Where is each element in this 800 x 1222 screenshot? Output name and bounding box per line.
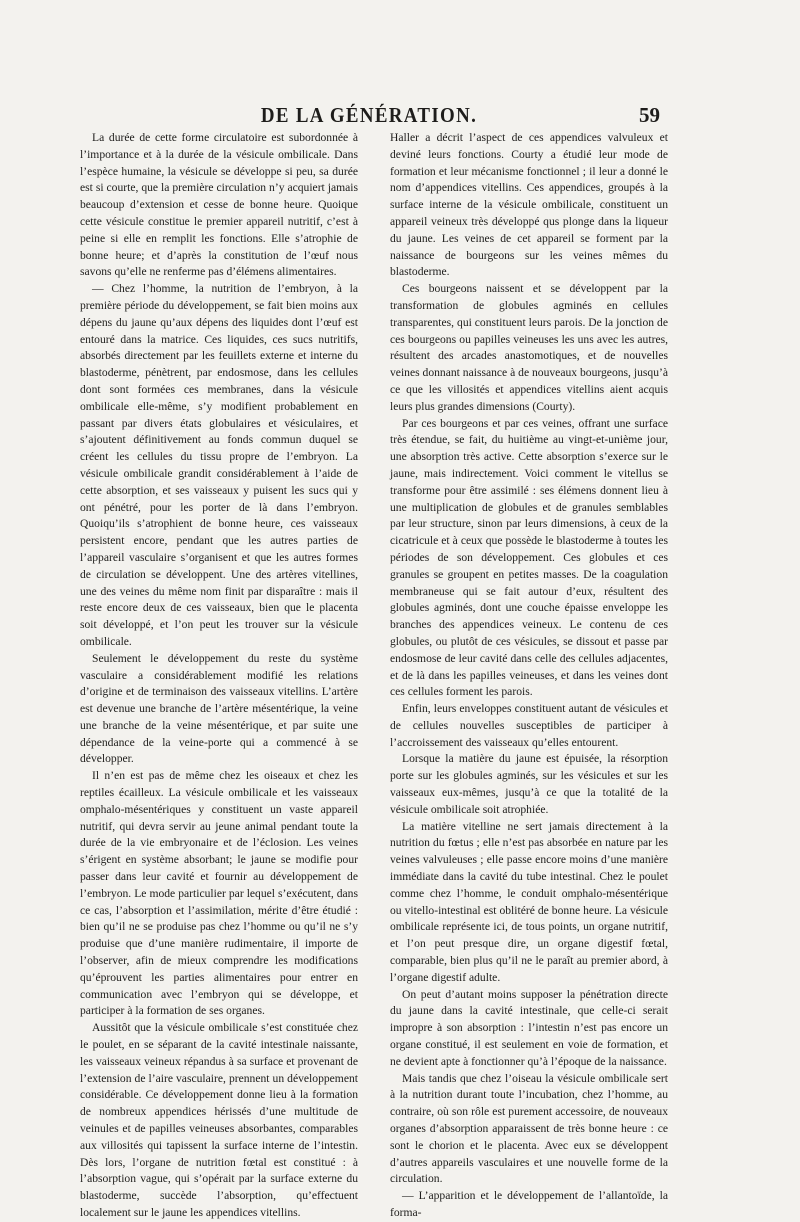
paragraph: La matière vitelline ne sert jamais directement à la nutrition du fœtus ; elle n’est pas absorbée en nature par les veines valvuleuses ; elle passe encore moins d’une manière immédiate dans la cavité du tube intestinal. Chez le poulet comme chez l’homme, le conduit omphalo-mésentérique ou vitello-intestinal est oblitéré de bonne heure. La vésicule ombilicale représente ici, de tous points, un organe nutritif, et l’on peut presque dire, un organe digestif fœtal, comparable, bien plus qu’il ne le paraît au premier abord, à l’organe digestif adulte.	[390, 819, 668, 984]
paragraph: Par ces bourgeons et par ces veines, offrant une surface très étendue, se fait, du huitième au vingt-et-unième jour, une absorption très active. Cette absorption s’exerce sur le jaune, mais indirectement. Voici comment le vitellus se transforme pour être assimilé : ses élémens donnent lieu à une multiplication de globules et de granules semblables par leur structure, sinon par leurs dimensions, à ceux de la cicatricule et à ceux que possède le blastoderme à toutes les périodes de son développement. Ces globules et ces granules se groupent en petites masses. De la coagulation membraneuse qui se fait autour d’eux, résultent des globules agminés, dont une couche épaisse enveloppe les branches des appendices veineux. Le contenu de ces globules, ou plutôt de ces vésicules, se dissout et passe par endosmose de leur cavité dans celle des cellules adjacentes, et de là dans les papilles veineuses, et dans les veines dont ces cellules forment les parois.	[390, 416, 668, 699]
page-number: 59	[639, 103, 660, 127]
paragraph: — Chez l’homme, la nutrition de l’embryon, à la première période du développement, se fait bien moins aux dépens du jaune qu’aux dépens des liquides dont l’œuf est entouré dans la matrice. Ces liquides, ces sucs nutritifs, absorbés directement par les feuillets externe et interne du blastoderme, pénètrent, par endosmose, dans les cellules dont sont formées ces membranes, dans la vésicule ombilicale elle-même, s’y modifient probablement en passant par divers états globulaires et vésiculaires, et s’ajoutent définitivement au fonds commun duquel se créent les cellules du tissu propre de l’embryon. La vésicule ombilicale grandit considérablement à l’aide de cette absorption, et ses vaisseaux y puisent les sucs qui y ont pénétré, pour les porter de là dans l’embryon. Quoiqu’ils s’atrophient de bonne heure, ces vaisseaux persistent encore, pendant que les autres parties de l’appareil vasculaire s’organisent et que les autres formes de circulation se développent. Une des artères vitellines, une des veines du même nom finit par disparaître : mais il reste encore deux de ces vaisseaux, bien que le placenta soit développé, et l’on peut les trouver sur la vésicule ombilicale.	[80, 282, 358, 648]
paragraph: Aussitôt que la vésicule ombilicale s’est constituée chez le poulet, en se séparant de la cavité intestinale naissante, les vaisseaux veineux répandus à sa surface et provenant de l’extension de l’aire vasculaire, prennent un développement considérable. Ce développement donne lieu à la formation de nombreux appendices hérissés d’une multitude de veinules et de papilles veineuses absorbantes, comparables aux villosités qui tapissent la surface interne de l’intestin. Dès lors, l’organe de nutrition fœtal est constitué : à l’absorption vague, qui s’opérait par la surface externe du blastoderme, succède l’absorption, qu’effectuent localement sur le jaune les appendices vitellins.	[80, 1021, 358, 1219]
paragraph: Ces bourgeons naissent et se développent par la transformation de globules agminés en cellules transparentes, qui constituent leurs parois. De la jonction de ces bourgeons ou papilles veineuses les uns avec les autres, résultent des arcades anastomotiques, et de nouvelles veines donnant naissance à de nouveaux bourgeons, jusqu’à ce que les villosités et appendices vitellins aient acquis leurs plus grandes dimensions (Courty).	[390, 282, 668, 413]
paragraph: Enfin, leurs enveloppes constituent autant de vésicules et de cellules nouvelles susceptibles de participer à l’accroissement des vaisseaux qu’elles entourent.	[390, 702, 668, 749]
paragraph: On peut d’autant moins supposer la pénétration directe du jaune dans la cavité intestinale, que celle-ci serait impropre à son absorption : l’intestin n’est pas encore un organe constitué, il est seulement en voie de formation, et ne devient apte à fonctionner qu’à l’époque de la naissance.	[390, 987, 668, 1068]
page-title: DE LA GÉNÉRATION.	[260, 103, 478, 127]
paragraph: La durée de cette forme circulatoire est subordonnée à l’importance et à la durée de la vésicule ombilicale. Dans l’espèce humaine, la vésicule se développe si peu, sa durée est si courte, que la première circulation n’y acquiert jamais beaucoup d’extension et cesse de bonne heure. Quoique cette vésicule constitue le premier appareil nutritif, c’est à peine si elle en remplit les fonctions. Elle s’atrophie de bonne heure; et d’après la constitution de l’œuf nous savons qu’elle ne renferme pas d’élémens alimentaires.	[80, 131, 358, 279]
paragraph: Mais tandis que chez l’oiseau la vésicule ombilicale sert à la nutrition durant toute l’incubation, chez l’homme, au contraire, où son rôle est purement accessoire, de nouveaux organes d’absorption apparaissent de très bonne heure : ce sont le chorion et le placenta. Avec eux se développent d’autres appareils vasculaires et une nouvelle forme de la circulation.	[390, 1071, 668, 1186]
paragraph: Lorsque la matière du jaune est épuisée, la résorption porte sur les globules agminés, sur les vésicules et sur les vaisseaux eux-mêmes, jusqu’à ce que la totalité de la vésicule ombilicale soit atrophiée.	[390, 752, 668, 816]
right-column	[390, 130, 668, 1222]
running-head	[80, 103, 658, 127]
paragraph: Il n’en est pas de même chez les oiseaux et chez les reptiles écailleux. La vésicule ombilicale et les vaisseaux omphalo-mésentériques y constituent un vaste appareil nutritif, qui devra servir au jeune animal pendant toute la durée de la vie embryonaire et de l’éclosion. Les veines s’érigent en système absorbant; le jaune se modifie pour passer dans leur cavité et fournir au développement de l’embryon. Le mode particulier par lequel s’exécutent, dans ce cas, l’absorption et l’assimilation, mérite d’être étudié : bien qu’il ne se produise pas chez l’homme ou qu’il ne s’y produise que d’une manière rudimentaire, il importe de l’observer, afin de mieux comprendre les modifications qu’éprouvent les parties alimentaires pour entrer en communication avec l’embryon qui se développe, et participer à la formation de ses organes.	[80, 769, 358, 1018]
paragraph: Seulement le développement du reste du système vasculaire a considérablement modifié les relations d’origine et de terminaison des vaisseaux vitellins. L’artère est devenue une branche de l’artère mésentérique, la veine une branche de la veine mésentérique, et par suite une dépendance de la veine-porte qui a commencé à se développer.	[80, 651, 358, 766]
paragraph: — L’apparition et le développement de l’allantoïde, la forma-	[390, 1189, 668, 1219]
left-column	[80, 130, 358, 1222]
paragraph: Haller a décrit l’aspect de ces appendices valvuleux et deviné leurs fonctions. Courty a étudié leur mode de formation et leur mécanisme fonctionnel ; il leur a donné le nom d’appendices vitellins. Ces appendices, groupés à la surface interne de la vésicule ombilicale, constituent un appareil veineux très développé qus plonge dans la liqueur du jaune. Les veines de cet appareil se forment par la naissance de bourgeons sur les veines mêmes du blastoderme.	[390, 131, 668, 279]
